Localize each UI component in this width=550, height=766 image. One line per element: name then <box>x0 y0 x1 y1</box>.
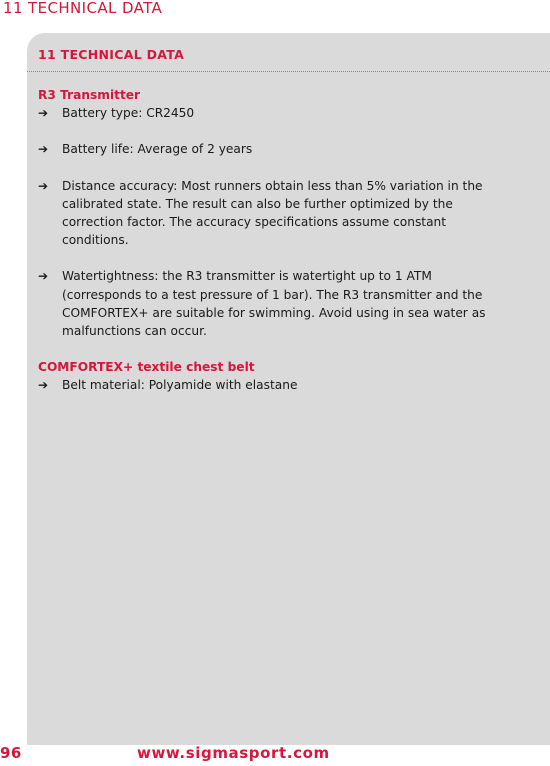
bullet-text: Watertightness: the R3 transmitter is watertight up to 1 ATM (corresponds to a test pressure of 1 bar). The R3 transmitter and the COMFORTEX+ are suitable for swimming. Avoid using in sea water as malfunctions can occur. <box>62 269 486 339</box>
bullet-text: Distance accuracy: Most runners obtain less than 5% variation in the calibrated state. The result can also be further optimized by the correction factor. The accuracy specifications assume constant conditions. <box>62 178 483 248</box>
running-header-title: 11 TECHNICAL DATA <box>3 0 163 17</box>
bullet-text: Battery life: Average of 2 years <box>62 142 253 157</box>
dotted-divider <box>27 71 550 72</box>
section-heading-r3-transmitter: R3 Transmitter <box>38 88 141 102</box>
bullet-battery-life <box>38 140 508 158</box>
arrow-right-icon: ➔ <box>38 142 49 157</box>
bullet-text: Belt material: Polyamide with elastane <box>62 378 298 393</box>
arrow-right-icon: ➔ <box>38 378 49 393</box>
arrow-right-icon: ➔ <box>38 106 49 121</box>
bullet-belt-material <box>38 376 508 394</box>
bullet-watertightness <box>38 267 508 340</box>
bullet-battery-type <box>38 104 508 122</box>
bullet-distance-accuracy <box>38 177 508 250</box>
panel-title: 11 TECHNICAL DATA <box>38 47 185 62</box>
section-heading-chest-belt: COMFORTEX+ textile chest belt <box>38 360 255 375</box>
content-body <box>38 86 508 395</box>
arrow-right-icon: ➔ <box>38 269 49 284</box>
bullet-text: Battery type: CR2450 <box>62 106 195 121</box>
arrow-right-icon: ➔ <box>38 178 49 193</box>
page-number: 96 <box>0 744 22 762</box>
footer-url: www.sigmasport.com <box>137 744 330 762</box>
